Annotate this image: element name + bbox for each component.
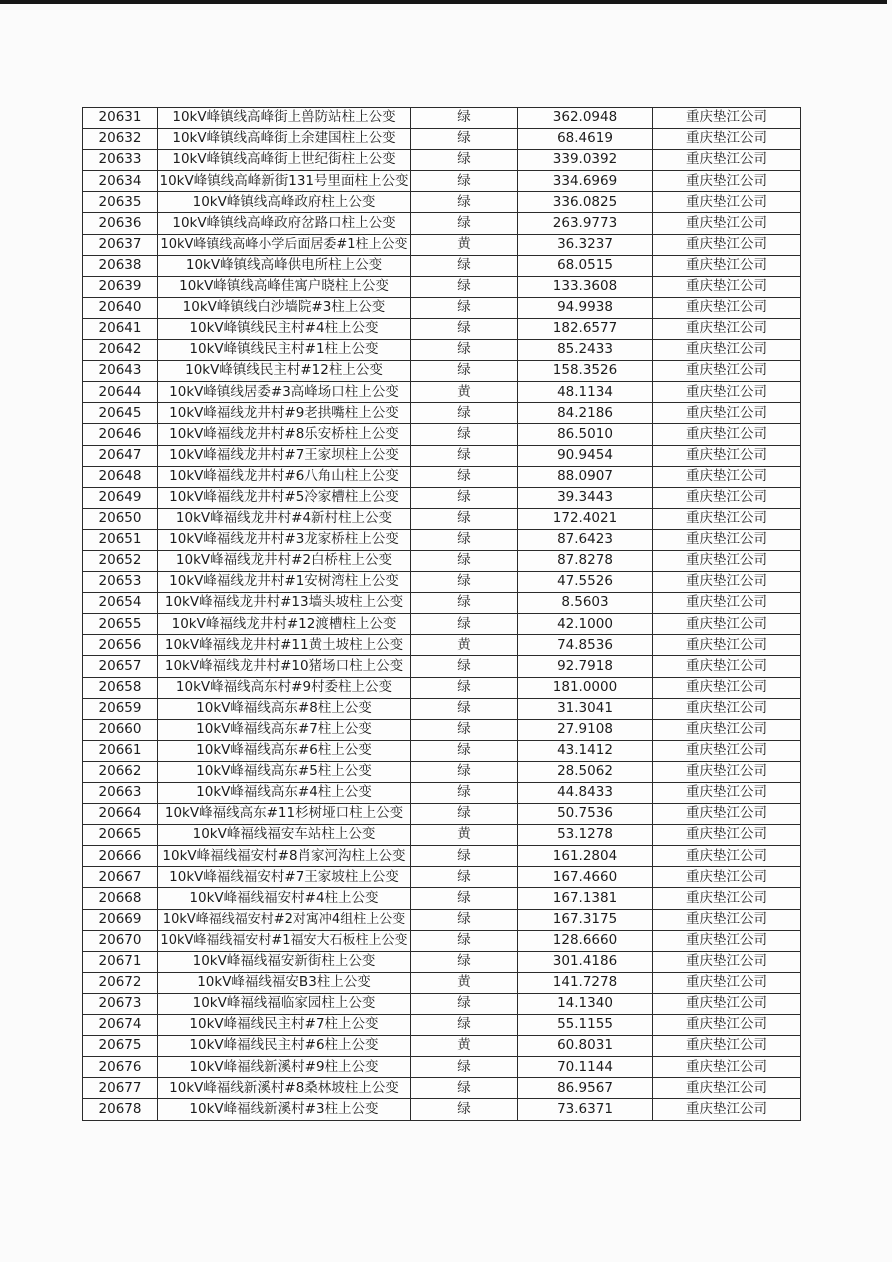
cell-value: 86.9567: [518, 1078, 653, 1099]
table-row: [83, 1036, 801, 1057]
cell-company: 重庆垫江公司: [653, 171, 801, 192]
table-row: [83, 1057, 801, 1078]
cell-id: 20664: [83, 804, 158, 825]
cell-id: 20636: [83, 213, 158, 234]
cell-value: 334.6969: [518, 171, 653, 192]
cell-name: 10kV峰福线民主村#7柱上公变: [158, 1015, 411, 1036]
table-row: [83, 297, 801, 318]
cell-name: 10kV峰福线民主村#6柱上公变: [158, 1036, 411, 1057]
cell-id: 20669: [83, 909, 158, 930]
cell-company: 重庆垫江公司: [653, 698, 801, 719]
cell-id: 20657: [83, 656, 158, 677]
cell-company: 重庆垫江公司: [653, 403, 801, 424]
table-row: [83, 656, 801, 677]
cell-name: 10kV峰福线新溪村#3柱上公变: [158, 1099, 411, 1120]
cell-value: 161.2804: [518, 846, 653, 867]
cell-name: 10kV峰福线福临家园柱上公变: [158, 993, 411, 1014]
cell-status: 绿: [411, 867, 518, 888]
cell-value: 86.5010: [518, 424, 653, 445]
table-row: [83, 593, 801, 614]
cell-company: 重庆垫江公司: [653, 719, 801, 740]
cell-status: 绿: [411, 192, 518, 213]
cell-value: 53.1278: [518, 825, 653, 846]
cell-status: 绿: [411, 761, 518, 782]
cell-id: 20661: [83, 740, 158, 761]
cell-id: 20671: [83, 951, 158, 972]
cell-name: 10kV峰福线高东#8柱上公变: [158, 698, 411, 719]
cell-name: 10kV峰福线龙井村#6八角山柱上公变: [158, 466, 411, 487]
cell-company: 重庆垫江公司: [653, 424, 801, 445]
cell-status: 绿: [411, 150, 518, 171]
cell-company: 重庆垫江公司: [653, 508, 801, 529]
cell-status: 黄: [411, 825, 518, 846]
cell-name: 10kV峰福线龙井村#1安树湾柱上公变: [158, 572, 411, 593]
cell-value: 70.1144: [518, 1057, 653, 1078]
cell-id: 20660: [83, 719, 158, 740]
cell-id: 20642: [83, 340, 158, 361]
cell-status: 绿: [411, 318, 518, 339]
cell-value: 158.3526: [518, 361, 653, 382]
cell-status: 绿: [411, 698, 518, 719]
cell-value: 31.3041: [518, 698, 653, 719]
cell-status: 绿: [411, 993, 518, 1014]
cell-name: 10kV峰镇线高峰政府岔路口柱上公变: [158, 213, 411, 234]
cell-company: 重庆垫江公司: [653, 740, 801, 761]
table-row: [83, 846, 801, 867]
cell-company: 重庆垫江公司: [653, 825, 801, 846]
table-row: [83, 255, 801, 276]
cell-status: 绿: [411, 677, 518, 698]
cell-value: 128.6660: [518, 930, 653, 951]
cell-value: 336.0825: [518, 192, 653, 213]
cell-value: 167.4660: [518, 867, 653, 888]
table-row: [83, 403, 801, 424]
cell-company: 重庆垫江公司: [653, 108, 801, 129]
cell-name: 10kV峰福线高东#6柱上公变: [158, 740, 411, 761]
cell-company: 重庆垫江公司: [653, 276, 801, 297]
cell-status: 绿: [411, 445, 518, 466]
cell-company: 重庆垫江公司: [653, 255, 801, 276]
cell-company: 重庆垫江公司: [653, 1036, 801, 1057]
cell-status: 绿: [411, 656, 518, 677]
cell-status: 绿: [411, 719, 518, 740]
table-row: [83, 318, 801, 339]
cell-status: 绿: [411, 508, 518, 529]
table-row: [83, 1015, 801, 1036]
cell-company: 重庆垫江公司: [653, 867, 801, 888]
cell-company: 重庆垫江公司: [653, 382, 801, 403]
cell-company: 重庆垫江公司: [653, 614, 801, 635]
cell-id: 20674: [83, 1015, 158, 1036]
cell-company: 重庆垫江公司: [653, 572, 801, 593]
cell-value: 28.5062: [518, 761, 653, 782]
table-row: [83, 361, 801, 382]
cell-company: 重庆垫江公司: [653, 192, 801, 213]
cell-id: 20640: [83, 297, 158, 318]
table-row: [83, 171, 801, 192]
table-row: [83, 1099, 801, 1120]
cell-company: 重庆垫江公司: [653, 1015, 801, 1036]
table-row: [83, 867, 801, 888]
cell-status: 绿: [411, 1078, 518, 1099]
table-row: [83, 614, 801, 635]
cell-id: 20659: [83, 698, 158, 719]
cell-status: 绿: [411, 888, 518, 909]
cell-name: 10kV峰镇线高峰街上余建国柱上公变: [158, 129, 411, 150]
table-row: [83, 445, 801, 466]
cell-name: 10kV峰镇线民主村#4柱上公变: [158, 318, 411, 339]
cell-id: 20651: [83, 529, 158, 550]
cell-company: 重庆垫江公司: [653, 1057, 801, 1078]
table-row: [83, 529, 801, 550]
table-row: [83, 382, 801, 403]
cell-name: 10kV峰福线福安车站柱上公变: [158, 825, 411, 846]
cell-name: 10kV峰镇线白沙墙院#3柱上公变: [158, 297, 411, 318]
cell-status: 绿: [411, 614, 518, 635]
cell-id: 20677: [83, 1078, 158, 1099]
cell-company: 重庆垫江公司: [653, 909, 801, 930]
cell-status: 绿: [411, 593, 518, 614]
cell-status: 黄: [411, 1036, 518, 1057]
cell-status: 绿: [411, 466, 518, 487]
cell-value: 14.1340: [518, 993, 653, 1014]
cell-name: 10kV峰福线福安村#4柱上公变: [158, 888, 411, 909]
cell-id: 20634: [83, 171, 158, 192]
table-row: [83, 424, 801, 445]
table-row: [83, 783, 801, 804]
cell-value: 92.7918: [518, 656, 653, 677]
cell-name: 10kV峰福线福安村#2对寓冲4组柱上公变: [158, 909, 411, 930]
cell-id: 20675: [83, 1036, 158, 1057]
cell-company: 重庆垫江公司: [653, 297, 801, 318]
cell-value: 8.5603: [518, 593, 653, 614]
cell-name: 10kV峰福线龙井村#11黄土坡柱上公变: [158, 635, 411, 656]
cell-id: 20662: [83, 761, 158, 782]
table-row: [83, 677, 801, 698]
cell-company: 重庆垫江公司: [653, 318, 801, 339]
cell-company: 重庆垫江公司: [653, 804, 801, 825]
table-row: [83, 740, 801, 761]
cell-company: 重庆垫江公司: [653, 529, 801, 550]
cell-id: 20672: [83, 972, 158, 993]
table-row: [83, 993, 801, 1014]
table-row: [83, 129, 801, 150]
cell-id: 20656: [83, 635, 158, 656]
cell-company: 重庆垫江公司: [653, 972, 801, 993]
table-row: [83, 719, 801, 740]
cell-company: 重庆垫江公司: [653, 930, 801, 951]
cell-value: 85.2433: [518, 340, 653, 361]
table-row: [83, 909, 801, 930]
cell-company: 重庆垫江公司: [653, 593, 801, 614]
cell-value: 68.4619: [518, 129, 653, 150]
cell-value: 172.4021: [518, 508, 653, 529]
top-black-bar: [0, 0, 887, 4]
cell-name: 10kV峰福线新溪村#9柱上公变: [158, 1057, 411, 1078]
cell-name: 10kV峰福线龙井村#13墙头坡柱上公变: [158, 593, 411, 614]
cell-id: 20652: [83, 550, 158, 571]
cell-company: 重庆垫江公司: [653, 846, 801, 867]
cell-name: 10kV峰福线新溪村#8桑林坡柱上公变: [158, 1078, 411, 1099]
cell-status: 绿: [411, 108, 518, 129]
cell-name: 10kV峰镇线高峰街上世纪街柱上公变: [158, 150, 411, 171]
table-row: [83, 572, 801, 593]
cell-value: 47.5526: [518, 572, 653, 593]
cell-value: 94.9938: [518, 297, 653, 318]
table-row: [83, 192, 801, 213]
table-row: [83, 761, 801, 782]
cell-name: 10kV峰镇线居委#3高峰场口柱上公变: [158, 382, 411, 403]
cell-company: 重庆垫江公司: [653, 234, 801, 255]
cell-value: 42.1000: [518, 614, 653, 635]
cell-value: 60.8031: [518, 1036, 653, 1057]
cell-status: 绿: [411, 487, 518, 508]
cell-id: 20637: [83, 234, 158, 255]
cell-company: 重庆垫江公司: [653, 466, 801, 487]
table-row: [83, 888, 801, 909]
cell-company: 重庆垫江公司: [653, 445, 801, 466]
cell-value: 48.1134: [518, 382, 653, 403]
cell-status: 绿: [411, 213, 518, 234]
cell-id: 20641: [83, 318, 158, 339]
cell-status: 绿: [411, 529, 518, 550]
cell-status: 绿: [411, 403, 518, 424]
cell-status: 黄: [411, 635, 518, 656]
cell-status: 绿: [411, 846, 518, 867]
cell-id: 20650: [83, 508, 158, 529]
cell-company: 重庆垫江公司: [653, 677, 801, 698]
cell-name: 10kV峰福线福安村#8肖家河沟柱上公变: [158, 846, 411, 867]
cell-id: 20645: [83, 403, 158, 424]
cell-name: 10kV峰镇线高峰街上兽防站柱上公变: [158, 108, 411, 129]
cell-status: 绿: [411, 740, 518, 761]
cell-value: 73.6371: [518, 1099, 653, 1120]
cell-company: 重庆垫江公司: [653, 635, 801, 656]
cell-name: 10kV峰镇线民主村#12柱上公变: [158, 361, 411, 382]
cell-status: 绿: [411, 909, 518, 930]
cell-status: 绿: [411, 1099, 518, 1120]
cell-company: 重庆垫江公司: [653, 888, 801, 909]
cell-company: 重庆垫江公司: [653, 340, 801, 361]
cell-value: 133.3608: [518, 276, 653, 297]
cell-status: 黄: [411, 972, 518, 993]
cell-company: 重庆垫江公司: [653, 213, 801, 234]
table-row: [83, 466, 801, 487]
table-row: [83, 825, 801, 846]
cell-value: 43.1412: [518, 740, 653, 761]
cell-id: 20676: [83, 1057, 158, 1078]
cell-id: 20665: [83, 825, 158, 846]
cell-value: 182.6577: [518, 318, 653, 339]
cell-name: 10kV峰福线福安B3柱上公变: [158, 972, 411, 993]
table-row: [83, 276, 801, 297]
cell-name: 10kV峰镇线高峰供电所柱上公变: [158, 255, 411, 276]
cell-id: 20649: [83, 487, 158, 508]
cell-status: 黄: [411, 234, 518, 255]
cell-value: 90.9454: [518, 445, 653, 466]
cell-name: 10kV峰镇线高峰佳寓户晓柱上公变: [158, 276, 411, 297]
cell-company: 重庆垫江公司: [653, 656, 801, 677]
cell-id: 20655: [83, 614, 158, 635]
cell-value: 74.8536: [518, 635, 653, 656]
cell-id: 20639: [83, 276, 158, 297]
cell-id: 20667: [83, 867, 158, 888]
table-row: [83, 698, 801, 719]
cell-company: 重庆垫江公司: [653, 951, 801, 972]
cell-company: 重庆垫江公司: [653, 761, 801, 782]
cell-id: 20670: [83, 930, 158, 951]
cell-status: 绿: [411, 340, 518, 361]
cell-value: 39.3443: [518, 487, 653, 508]
cell-name: 10kV峰福线高东村#9村委柱上公变: [158, 677, 411, 698]
cell-company: 重庆垫江公司: [653, 993, 801, 1014]
cell-status: 绿: [411, 550, 518, 571]
cell-company: 重庆垫江公司: [653, 487, 801, 508]
cell-status: 绿: [411, 276, 518, 297]
cell-name: 10kV峰福线龙井村#3龙家桥柱上公变: [158, 529, 411, 550]
cell-value: 68.0515: [518, 255, 653, 276]
cell-company: 重庆垫江公司: [653, 150, 801, 171]
cell-id: 20646: [83, 424, 158, 445]
cell-name: 10kV峰福线龙井村#8乐安桥柱上公变: [158, 424, 411, 445]
cell-value: 44.8433: [518, 783, 653, 804]
cell-status: 绿: [411, 1015, 518, 1036]
cell-value: 87.6423: [518, 529, 653, 550]
table-row: [83, 1078, 801, 1099]
cell-name: 10kV峰福线龙井村#7王家坝柱上公变: [158, 445, 411, 466]
cell-name: 10kV峰福线高东#11杉树垭口柱上公变: [158, 804, 411, 825]
cell-status: 绿: [411, 129, 518, 150]
cell-name: 10kV峰福线福安村#7王家坡柱上公变: [158, 867, 411, 888]
cell-id: 20631: [83, 108, 158, 129]
cell-status: 绿: [411, 930, 518, 951]
cell-id: 20648: [83, 466, 158, 487]
cell-company: 重庆垫江公司: [653, 1078, 801, 1099]
cell-name: 10kV峰福线龙井村#4新村柱上公变: [158, 508, 411, 529]
cell-company: 重庆垫江公司: [653, 550, 801, 571]
cell-id: 20663: [83, 783, 158, 804]
table-row: [83, 635, 801, 656]
cell-name: 10kV峰福线高东#5柱上公变: [158, 761, 411, 782]
cell-name: 10kV峰福线龙井村#9老拱嘴柱上公变: [158, 403, 411, 424]
cell-company: 重庆垫江公司: [653, 783, 801, 804]
cell-name: 10kV峰福线龙井村#12渡槽柱上公变: [158, 614, 411, 635]
table-row: [83, 508, 801, 529]
cell-id: 20654: [83, 593, 158, 614]
cell-id: 20668: [83, 888, 158, 909]
cell-id: 20666: [83, 846, 158, 867]
cell-name: 10kV峰福线高东#7柱上公变: [158, 719, 411, 740]
cell-status: 绿: [411, 1057, 518, 1078]
cell-value: 167.3175: [518, 909, 653, 930]
cell-company: 重庆垫江公司: [653, 1099, 801, 1120]
cell-value: 50.7536: [518, 804, 653, 825]
transformer-table-body: [83, 108, 801, 1121]
cell-status: 绿: [411, 783, 518, 804]
cell-company: 重庆垫江公司: [653, 129, 801, 150]
cell-name: 10kV峰镇线高峰新街131号里面柱上公变: [158, 171, 411, 192]
table-row: [83, 487, 801, 508]
cell-status: 绿: [411, 424, 518, 445]
cell-id: 20653: [83, 572, 158, 593]
cell-value: 339.0392: [518, 150, 653, 171]
cell-id: 20673: [83, 993, 158, 1014]
cell-value: 87.8278: [518, 550, 653, 571]
table-row: [83, 108, 801, 129]
table-row: [83, 150, 801, 171]
cell-status: 绿: [411, 572, 518, 593]
cell-value: 263.9773: [518, 213, 653, 234]
table-row: [83, 234, 801, 255]
cell-value: 55.1155: [518, 1015, 653, 1036]
cell-id: 20647: [83, 445, 158, 466]
cell-value: 167.1381: [518, 888, 653, 909]
cell-company: 重庆垫江公司: [653, 361, 801, 382]
transformer-table: [82, 107, 801, 1121]
cell-value: 362.0948: [518, 108, 653, 129]
cell-value: 36.3237: [518, 234, 653, 255]
cell-status: 绿: [411, 804, 518, 825]
table-row: [83, 213, 801, 234]
cell-value: 301.4186: [518, 951, 653, 972]
table-row: [83, 340, 801, 361]
cell-status: 绿: [411, 255, 518, 276]
cell-id: 20678: [83, 1099, 158, 1120]
cell-value: 141.7278: [518, 972, 653, 993]
table-row: [83, 550, 801, 571]
cell-id: 20644: [83, 382, 158, 403]
cell-value: 88.0907: [518, 466, 653, 487]
cell-id: 20658: [83, 677, 158, 698]
cell-name: 10kV峰福线龙井村#5冷家槽柱上公变: [158, 487, 411, 508]
cell-name: 10kV峰镇线高峰小学后面居委#1柱上公变: [158, 234, 411, 255]
table-row: [83, 804, 801, 825]
cell-value: 84.2186: [518, 403, 653, 424]
cell-name: 10kV峰镇线高峰政府柱上公变: [158, 192, 411, 213]
cell-status: 绿: [411, 361, 518, 382]
cell-status: 绿: [411, 297, 518, 318]
table-row: [83, 972, 801, 993]
cell-id: 20638: [83, 255, 158, 276]
cell-status: 绿: [411, 951, 518, 972]
cell-name: 10kV峰镇线民主村#1柱上公变: [158, 340, 411, 361]
cell-id: 20635: [83, 192, 158, 213]
table-row: [83, 951, 801, 972]
cell-name: 10kV峰福线高东#4柱上公变: [158, 783, 411, 804]
cell-status: 绿: [411, 171, 518, 192]
cell-name: 10kV峰福线龙井村#10猪场口柱上公变: [158, 656, 411, 677]
cell-name: 10kV峰福线福安新街柱上公变: [158, 951, 411, 972]
cell-id: 20643: [83, 361, 158, 382]
cell-name: 10kV峰福线福安村#1福安大石板柱上公变: [158, 930, 411, 951]
cell-value: 27.9108: [518, 719, 653, 740]
cell-status: 黄: [411, 382, 518, 403]
cell-id: 20633: [83, 150, 158, 171]
cell-name: 10kV峰福线龙井村#2白桥柱上公变: [158, 550, 411, 571]
table-row: [83, 930, 801, 951]
cell-value: 181.0000: [518, 677, 653, 698]
cell-id: 20632: [83, 129, 158, 150]
